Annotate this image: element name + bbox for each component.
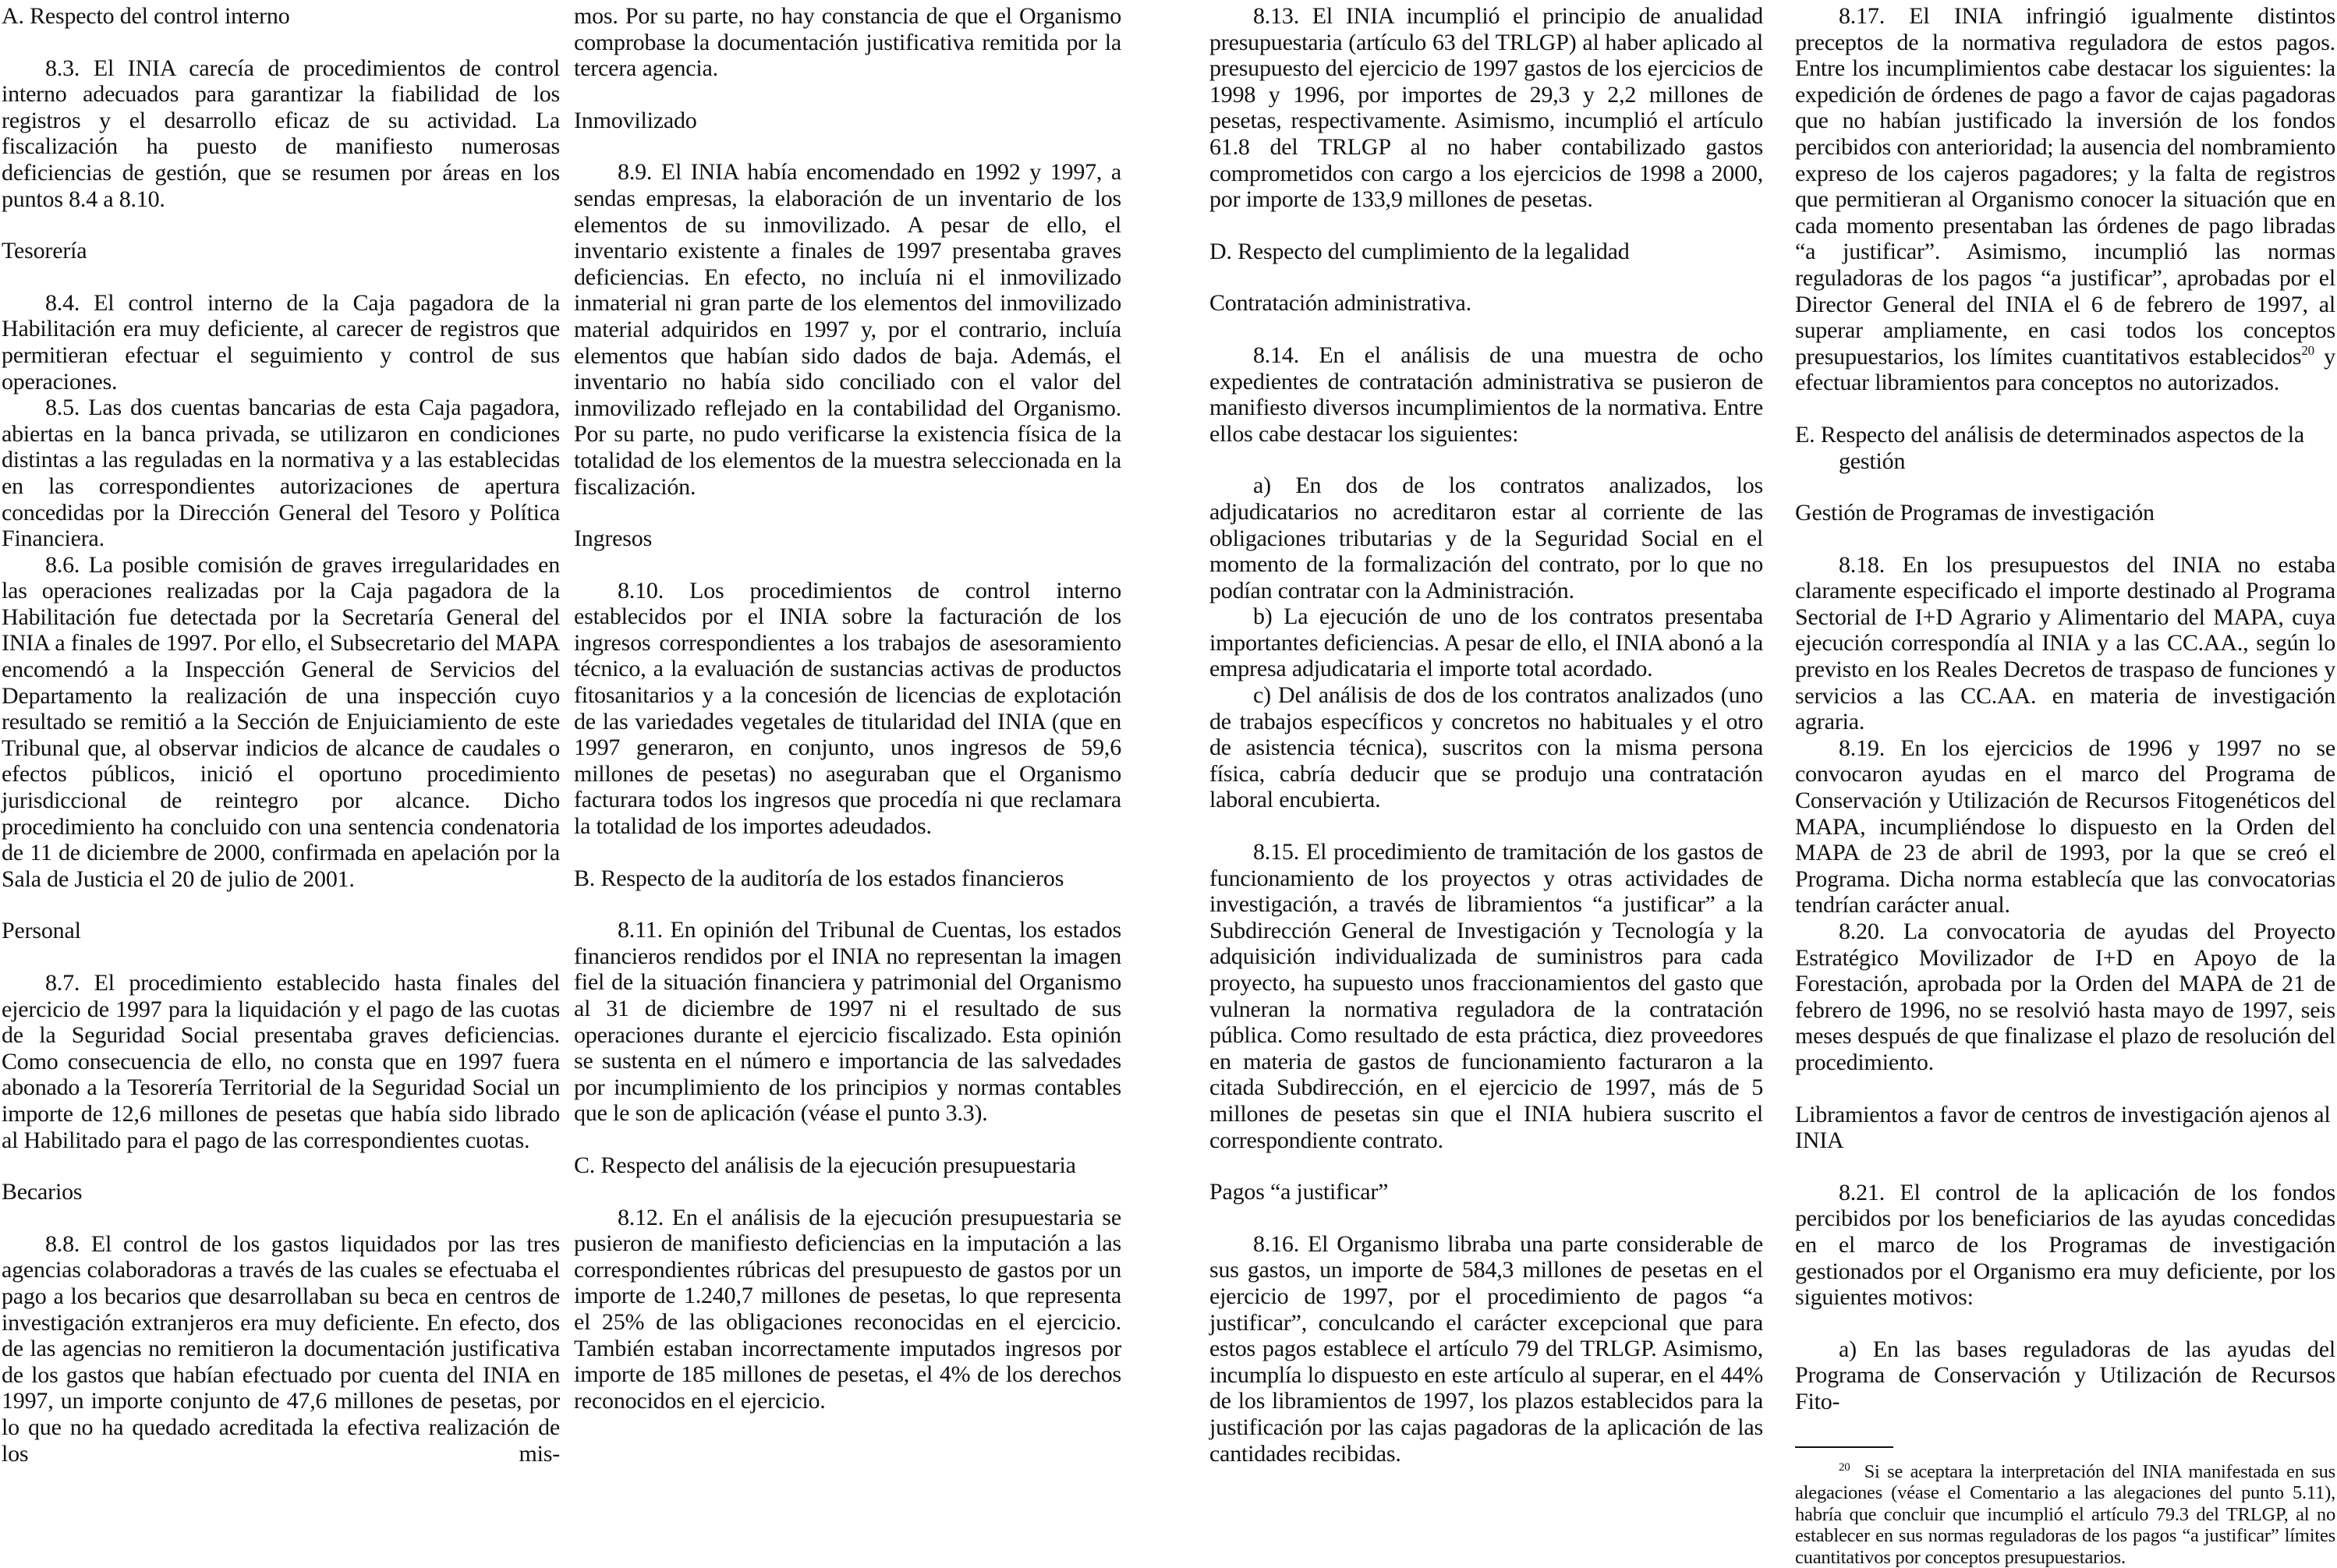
paragraph: c) Del análisis de dos de los contratos analizados (uno de trabajos específicos y concretos no habituales y el otro de asistencia técnica), suscritos con la misma persona física, cabría deducir que se produjo una contratación laboral encubierta. — [1209, 682, 1763, 813]
column-3 — [1209, 3, 1763, 1467]
paragraph: b) La ejecución de uno de los contratos presentaba importantes deficiencias. A pesar de ello, el INIA abonó a la empresa adjudicataria el importe total acordado. — [1209, 603, 1763, 682]
paragraph: 8.15. El procedimiento de tramitación de los gastos de funcionamiento de los proyectos y otras actividades de investigación, a través de libramientos “a justificar” a la Subdirección General de Investigación y Tecnología y la adquisición individualizada de suministros para cada proyecto, ha supuesto unos fraccionamientos del gasto que vulneran la normativa reguladora de la contratación pública. Como resultado de esta práctica, diez proveedores en materia de gastos de funcionamiento facturaron a la citada Subdirección, en el ejercicio de 1997, más de 5 millones de pesetas sin que el INIA hubiera suscrito el correspondiente contrato. — [1209, 839, 1763, 1153]
footnote-text: Si se aceptara la interpretación del INIA manifestada en sus alegaciones (véase el Comentario a las alegaciones del punto 5.11), habría que concluir que incumplió el artículo 79.3 del TRLGP, al no establecer en sus normas reguladoras de los pagos “a justificar” límites cuantitativos por conceptos presupuestarios. — [1795, 1461, 2335, 1568]
section-heading: Personal — [2, 918, 560, 944]
paragraph: 8.5. Las dos cuentas bancarias de esta Caja pagadora, abiertas en la banca privada, se utilizaron en condiciones distintas a las reguladas en la normativa y a las establecidas en las correspondientes autorizaciones de apertura concedidas por la Dirección General del Tesoro y Política Financiera. — [2, 395, 560, 552]
paragraph: 8.19. En los ejercicios de 1996 y 1997 no se convocaron ayudas en el marco del Programa de Conservación y Utilización de Recursos Fitogenéticos del MAPA, incumpliéndose lo dispuesto en la Orden del MAPA de 23 de abril de 1993, por la que se creó el Programa. Dicha norma establecía que las convocatorias tendrían carácter anual. — [1795, 735, 2335, 919]
paragraph — [1795, 3, 2335, 396]
paragraph: 8.11. En opinión del Tribunal de Cuentas, los estados financieros rendidos por el INIA no representan la imagen fiel de la situación financiera y patrimonial del Organismo al 31 de diciembre de 1997 ni el resultado de sus operaciones durante el ejercicio fiscalizado. Esta opinión se sustenta en el número e importancia de las salvedades por incumplimiento de los principios y normas contables que le son de aplicación (véase el punto 3.3). — [574, 917, 1121, 1127]
paragraph: 8.16. El Organismo libraba una parte considerable de sus gastos, un importe de 584,3 millones de pesetas en el ejercicio de 1997, por el procedimiento de pagos “a justificar”, conculcando el carácter excepcional que para estos pagos establece el artículo 79 del TRLGP. Asimismo, incumplía lo dispuesto en este artículo al superar, en el 44% de los libramientos de 1997, los plazos establecidos para la justificación por las cajas pagadoras de la aplicación de las cantidades recibidas. — [1209, 1231, 1763, 1467]
paragraph: 8.13. El INIA incumplió el principio de anualidad presupuestaria (artículo 63 del TRLGP) al haber aplicado al presupuesto del ejercicio de 1997 gastos de los ejercicios de 1998 y 1996, por importes de 29,3 y 2,2 millones de pesetas, respectivamente. Asimismo, incumplió el artículo 61.8 del TRLGP al no haber contabilizado gastos comprometidos con cargo a los ejercicios de 1998 a 2000, por importe de 133,9 millones de pesetas. — [1209, 3, 1763, 213]
paragraph: 8.6. La posible comisión de graves irregularidades en las operaciones realizadas por la Caja pagadora de la Habilitación fue detectada por la Secretaría General del INIA a finales de 1997. Por ello, el Subsecretario del MAPA encomendó a la Inspección General de Servicios del Departamento la realización de una inspección cuyo resultado se remitió a la Sección de Enjuiciamiento de este Tribunal que, al observar indicios de alcance de caudales o efectos públicos, inició el oportuno procedimiento jurisdiccional de reintegro por alcance. Dicho procedimiento ha concluido con una sentencia condenatoria de 11 de diciembre de 2000, confirmada en apelación por la Sala de Justicia el 20 de julio de 2001. — [2, 552, 560, 893]
paragraph: 8.9. El INIA había encomendado en 1992 y 1997, a sendas empresas, la elaboración de un inventario de los elementos de su inmovilizado. A pesar de ello, el inventario existente a finales de 1997 presentaba graves deficiencias. En efecto, no incluía ni el inmovilizado inmaterial ni gran parte de los elementos del inmovilizado material adquiridos en 1997 y, por el contrario, incluía elementos que habían sido dados de baja. Además, el inventario no había sido conciliado con el valor del inmovilizado reflejado en la contabilidad del Organismo. Por su parte, no pudo verificarse la existencia física de la totalidad de los elementos de la muestra seleccionada en la fiscalización. — [574, 159, 1121, 500]
paragraph: 8.10. Los procedimientos de control interno establecidos por el INIA sobre la facturación de los ingresos correspondientes a los trabajos de asesoramiento técnico, a la evaluación de sustancias activas de productos fitosanitarios y a la concesión de licencias de explotación de las variedades vegetales de titularidad del INIA (que en 1997 generaron, en conjunto, unos ingresos de 59,6 millones de pesetas) no aseguraban que el Organismo facturara todos los ingresos que procedía ni que reclamara la totalidad de los importes adeudados. — [574, 578, 1121, 840]
column-1 — [2, 3, 560, 1467]
paragraph-text: y efectuar libramientos para conceptos no autorizados. — [1795, 344, 2335, 396]
footnote-divider — [1795, 1446, 1893, 1448]
section-heading: A. Respecto del control interno — [2, 3, 560, 30]
section-heading: Tesorería — [2, 238, 560, 264]
section-heading: D. Respecto del cumplimiento de la legalidad — [1209, 239, 1763, 265]
paragraph: 8.21. El control de la aplicación de los fondos percibidos por los beneficiarios de las ayudas concedidas en el marco de los Programas de investigación gestionados por el Organismo era muy deficiente, por los siguientes motivos: — [1795, 1180, 2335, 1311]
paragraph: 8.8. El control de los gastos liquidados por las tres agencias colaboradoras a través de las cuales se efectuaba el pago a los becarios que desarrollaban su beca en centros de investigación extranjeros era muy deficiente. En efecto, dos de las agencias no remitieron la documentación justificativa de los gastos que habían efectuado por cuenta del INIA en 1997, un importe conjunto de 47,6 millones de pesetas, por lo que no ha quedado acreditada la efectiva realización de los mis- — [2, 1231, 560, 1467]
paragraph: 8.4. El control interno de la Caja pagadora de la Habilitación era muy deficiente, al carecer de registros que permitieran efectuar el seguimiento y control de sus operaciones. — [2, 290, 560, 395]
column-2 — [574, 3, 1121, 1414]
footnote — [1795, 1457, 2335, 1568]
section-heading: Pagos “a justificar” — [1209, 1179, 1763, 1205]
footnote-number: 20 — [1839, 1461, 1850, 1474]
section-heading: B. Respecto de la auditoría de los estados financieros — [574, 865, 1121, 892]
paragraph-text: 8.17. El INIA infringió igualmente distintos preceptos de la normativa reguladora de estos pagos. Entre los incumplimientos cabe destacar los siguientes: la expedición de órdenes de pago a favor de cajas pagadoras que no habían justificado la inversión de los fondos percibidos con anterioridad; la ausencia del nombramiento expreso de los cajeros pagadores; y la falta de registros que permitieran al Organismo conocer la situación que en cada momento presentaban las órdenes de pago libradas “a justificar”. Asimismo, incumplió las normas reguladoras de los pagos “a justificar”, aprobadas por el Director General del INIA el 6 de febrero de 1997, al superar ampliamente, en casi todos los conceptos presupuestarios, los límites cuantitativos establecidos — [1795, 3, 2335, 370]
section-heading: Gestión de Programas de investigación — [1795, 500, 2335, 526]
section-heading: Libramientos a favor de centros de investigación ajenos al INIA — [1795, 1102, 2335, 1154]
paragraph: 8.18. En los presupuestos del INIA no estaba claramente especificado el importe destinado al Programa Sectorial de I+D Agrario y Alimentario del MAPA, cuya ejecución correspondía al INIA y a las CC.AA., según lo previsto en los Reales Decretos de traspaso de funciones y servicios a las CC.AA. en materia de investigación agraria. — [1795, 552, 2335, 735]
section-heading: C. Respecto del análisis de la ejecución presupuestaria — [574, 1152, 1121, 1179]
paragraph: a) En dos de los contratos analizados, los adjudicatarios no acreditaron estar al corriente de las obligaciones tributarias y de la Seguridad Social en el momento de la formalización del contrato, por lo que no podían contratar con la Administración. — [1209, 473, 1763, 603]
paragraph: a) En las bases reguladoras de las ayudas del Programa de Conservación y Utilización de Recursos Fito- — [1795, 1336, 2335, 1415]
paragraph: 8.3. El INIA carecía de procedimientos de control interno adecuados para garantizar la fiabilidad de los registros y el desarrollo eficaz de su actividad. La fiscalización ha puesto de manifiesto numerosas deficiencias de gestión, que se resumen por áreas en los puntos 8.4 a 8.10. — [2, 55, 560, 213]
section-heading: Contratación administrativa. — [1209, 290, 1763, 317]
paragraph: 8.14. En el análisis de una muestra de ocho expedientes de contratación administrativa se pusieron de manifiesto diversos incumplimientos de la normativa. Entre ellos cabe destacar los siguientes: — [1209, 342, 1763, 447]
section-heading: Becarios — [2, 1179, 560, 1205]
paragraph: 8.12. En el análisis de la ejecución presupuestaria se pusieron de manifiesto deficiencias en la imputación a las correspondientes rúbricas del presupuesto de gastos por un importe de 1.240,7 millones de pesetas, lo que representa el 25% de las obligaciones reconocidas en el ejercicio. También estaban incorrectamente imputados ingresos por importe de 185 millones de pesetas, el 4% de los derechos reconocidos en el ejercicio. — [574, 1205, 1121, 1414]
column-4 — [1795, 3, 2335, 1568]
paragraph: 8.20. La convocatoria de ayudas del Proyecto Estratégico Movilizador de I+D en Apoyo de la Forestación, aprobada por la Orden del MAPA de 21 de febrero de 1996, no se resolvió hasta mayo de 1997, seis meses después de que finalizase el plazo de resolución del procedimiento. — [1795, 919, 2335, 1076]
paragraph: mos. Por su parte, no hay constancia de que el Organismo comprobase la documentación justificativa remitida por la tercera agencia. — [574, 3, 1121, 82]
paragraph: 8.7. El procedimiento establecido hasta finales del ejercicio de 1997 para la liquidación y el pago de las cuotas de la Seguridad Social presentaba graves deficiencias. Como consecuencia de ello, no consta que en 1997 fuera abonado a la Tesorería Territorial de la Seguridad Social un importe de 12,6 millones de pesetas que había sido librado al Habilitado para el pago de las correspondientes cuotas. — [2, 970, 560, 1153]
footnote-reference: 20 — [2301, 343, 2314, 358]
section-heading: E. Respecto del análisis de determinados aspectos de la gestión — [1795, 422, 2335, 474]
section-heading: Ingresos — [574, 526, 1121, 552]
section-heading: Inmovilizado — [574, 108, 1121, 134]
